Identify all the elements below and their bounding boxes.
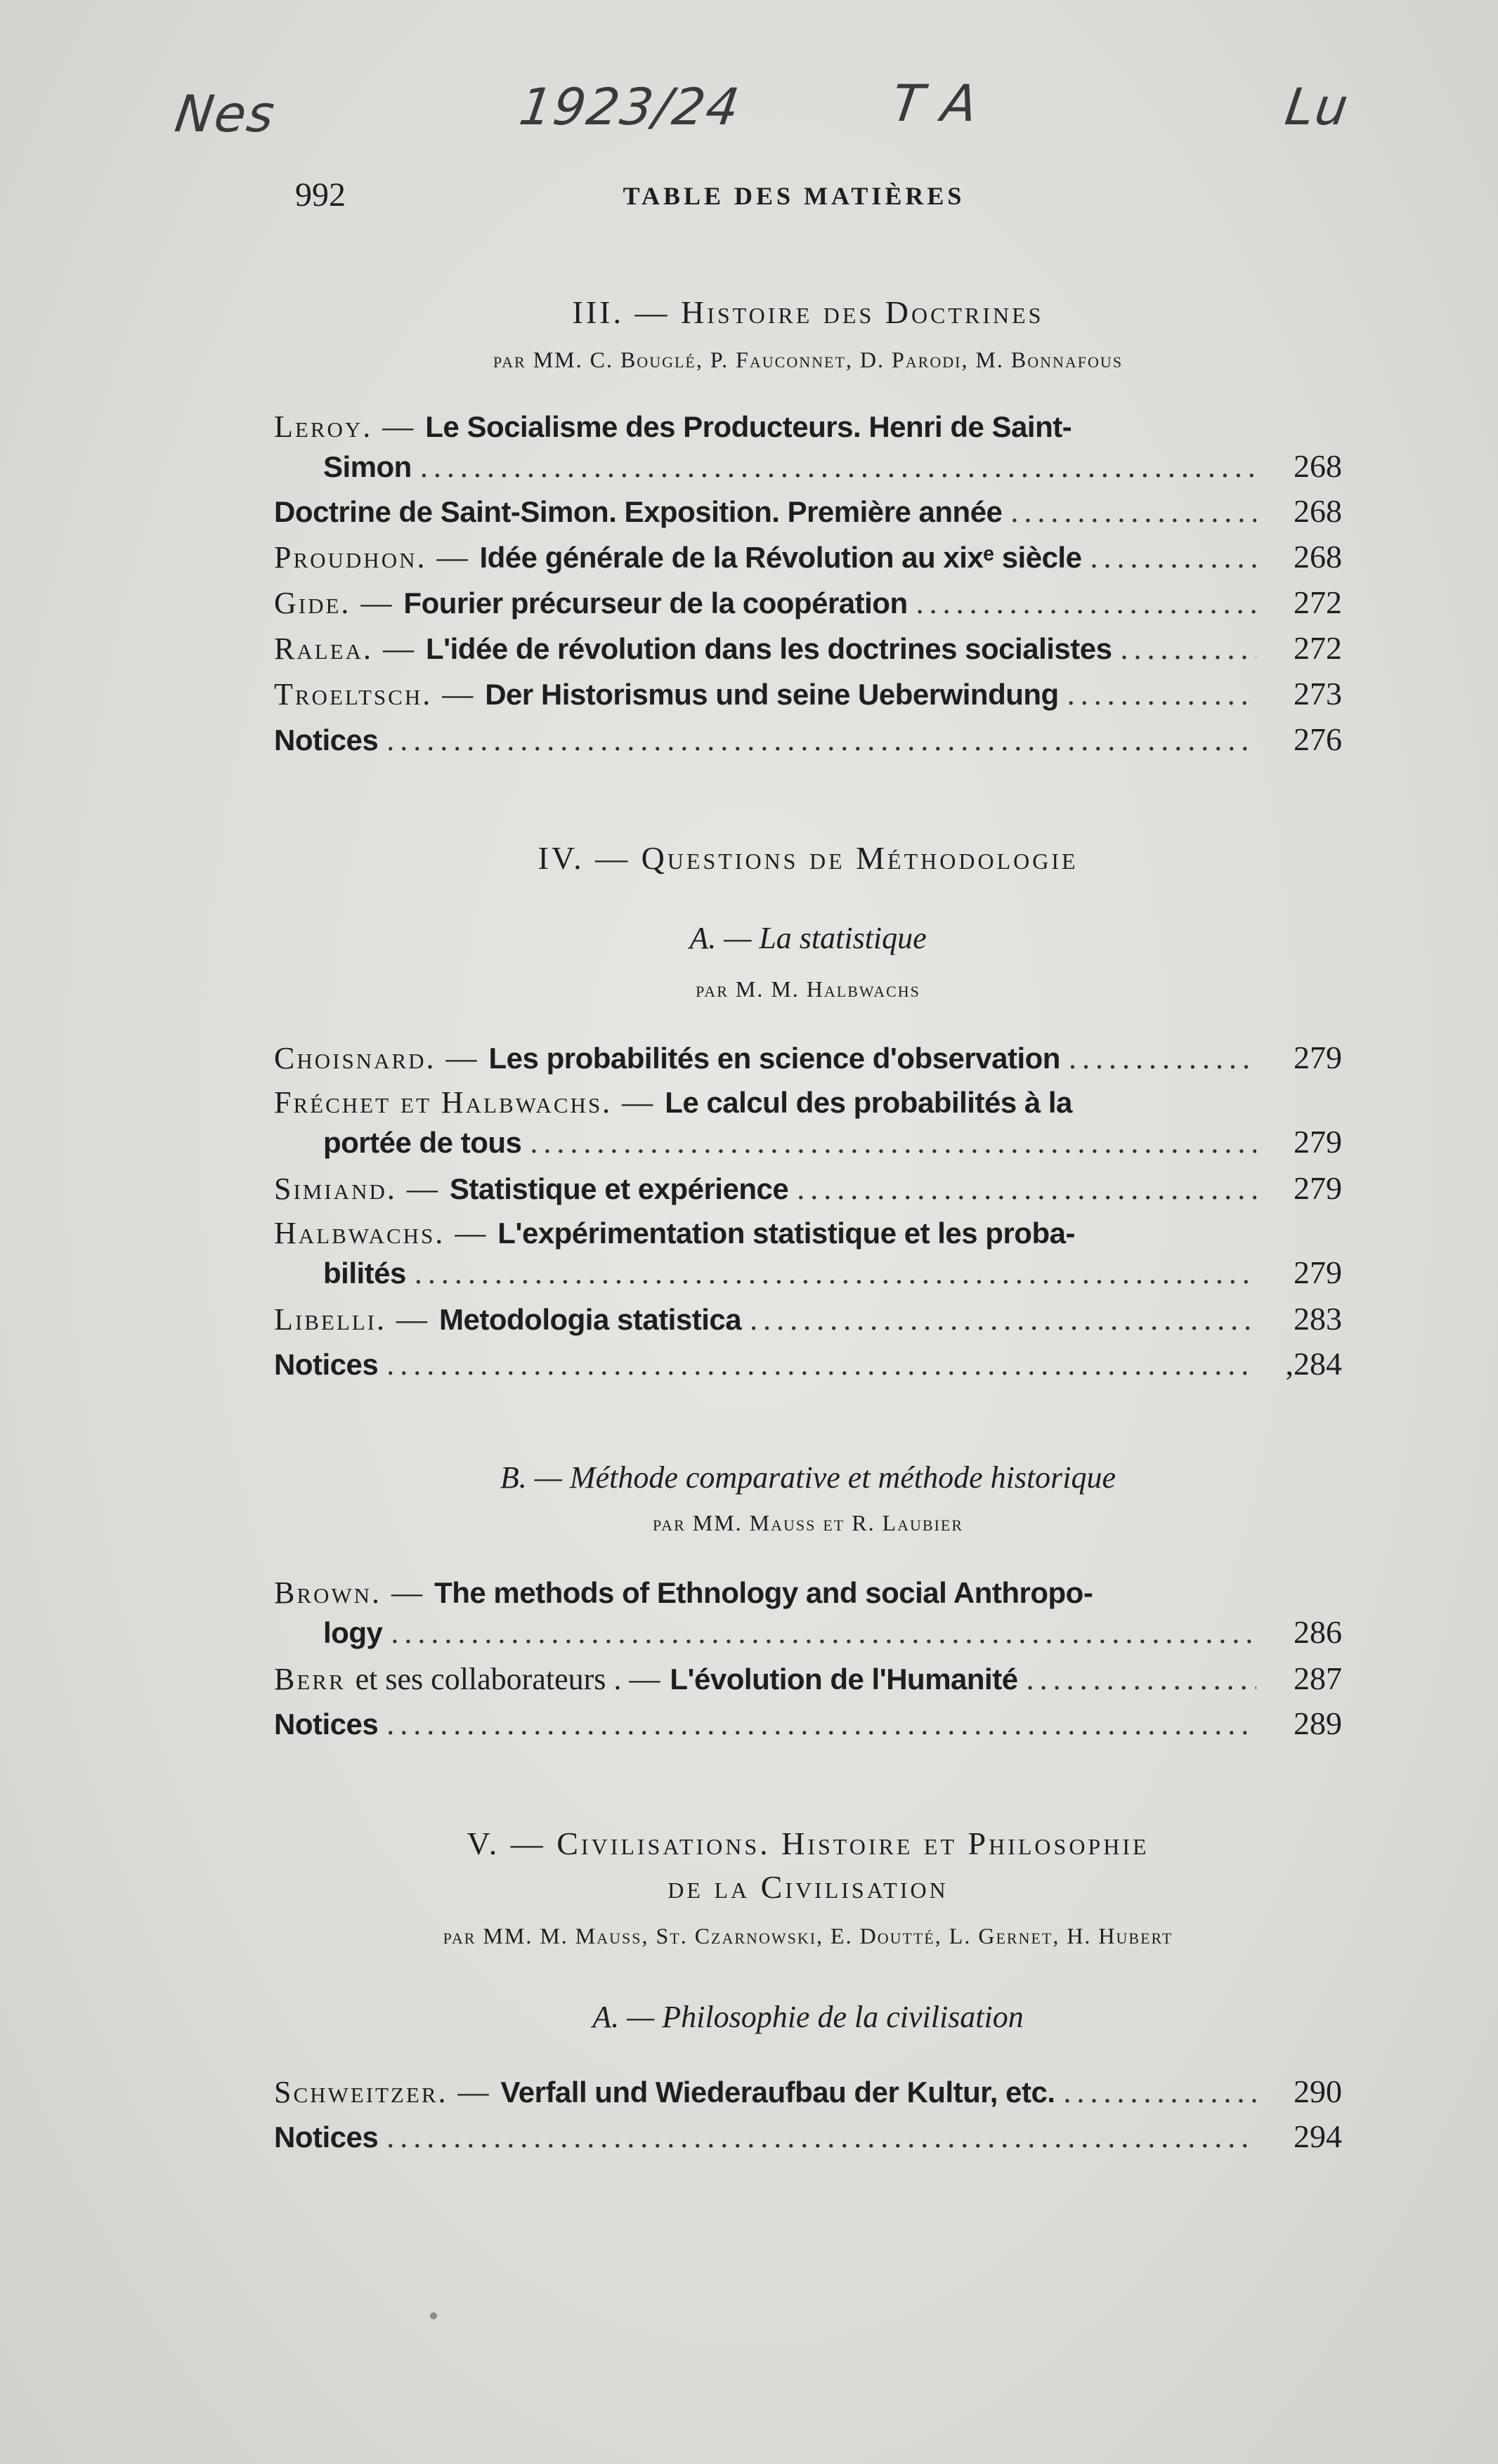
entry-title: Le Socialisme des Producteurs. Henri de Saint- [425, 410, 1072, 443]
dot-leader [391, 1613, 1256, 1653]
entry-page: 279 [1294, 1040, 1342, 1075]
toc-entry [274, 407, 1342, 487]
dot-leader [420, 447, 1256, 487]
entry-author: Troeltsch. — [274, 677, 476, 712]
entry-author: Gide. — [274, 586, 394, 620]
entry-author: Choisnard. — [274, 1041, 479, 1075]
entry-page: 283 [1294, 1301, 1342, 1337]
section-heading: V. — Civilisations. Histoire et Philosophie [467, 1826, 1149, 1861]
entry-title: L'expérimentation statistique et les proba- [497, 1217, 1075, 1250]
entry-page: 287 [1294, 1660, 1342, 1696]
ink-spot [430, 2312, 437, 2319]
entry-title: Notices [274, 2121, 379, 2154]
entry-page: 272 [1294, 584, 1342, 620]
dot-leader [386, 2118, 1256, 2157]
dot-leader [797, 1169, 1256, 1209]
dot-leader [530, 1123, 1256, 1162]
entry-author-note: et ses collaborateurs . — [355, 1662, 660, 1696]
entry-title-continued: portée de tous [323, 1126, 522, 1159]
entry-author: Halbwachs. — [274, 1216, 488, 1250]
entry-page: 268 [1294, 448, 1342, 484]
entry-title: Notices [274, 723, 379, 756]
entry-page: 290 [1294, 2073, 1342, 2109]
running-title: TABLE DES MATIÈRES [623, 182, 965, 210]
subsection-heading: A. — Philosophie de la civilisation [592, 2000, 1024, 2034]
entry-author: Proudhon. — [274, 540, 470, 575]
toc-entry [274, 1659, 1342, 1699]
toc-entry [274, 1573, 1342, 1653]
dot-leader [386, 721, 1256, 760]
dot-leader [750, 1300, 1256, 1339]
toc-entry [274, 2117, 1342, 2157]
entry-title: Verfall und Wiederaufbau der Kultur, etc. [500, 2076, 1055, 2109]
toc-entry [274, 1704, 1342, 1744]
handwritten-note-right: Lu [1282, 77, 1353, 136]
page-number: 992 [295, 176, 346, 214]
toc-entry [274, 2072, 1342, 2112]
entry-title: Statistique et expérience [449, 1172, 789, 1205]
handwritten-note-left: Nes [171, 84, 280, 143]
entry-page: 279 [1294, 1170, 1342, 1206]
handwritten-note-year: 1923/24 [516, 77, 745, 136]
toc-entry [274, 1299, 1342, 1339]
dot-leader [386, 1345, 1256, 1384]
subsection-contributors: par M. M. Halbwachs [696, 976, 920, 1002]
toc-entry [274, 674, 1342, 714]
entry-title: L'idée de révolution dans les doctrines socialistes [426, 632, 1112, 665]
toc-entry [274, 492, 1342, 532]
entry-page: 286 [1294, 1614, 1342, 1650]
dot-leader [386, 1705, 1256, 1744]
handwritten-note-mark: T A [888, 74, 983, 133]
entry-page: 289 [1294, 1705, 1342, 1741]
dot-leader [1090, 538, 1256, 577]
entry-page: 272 [1294, 630, 1342, 666]
dot-leader [1120, 629, 1256, 669]
dot-leader [916, 584, 1256, 623]
entry-page: 268 [1294, 539, 1342, 575]
dot-leader [1010, 492, 1256, 532]
entry-page: 279 [1294, 1254, 1342, 1290]
dot-leader [415, 1254, 1256, 1293]
subsection-contributors: par MM. Mauss et R. Laubier [652, 1510, 964, 1535]
entry-page: 279 [1294, 1124, 1342, 1160]
dot-leader [1069, 1039, 1256, 1078]
entry-title: Metodologia statistica [439, 1303, 742, 1336]
entry-author: Berr [274, 1662, 346, 1696]
subsection-heading: B. — Méthode comparative et méthode historique [500, 1460, 1116, 1495]
entry-title-continued: bilités [323, 1257, 406, 1290]
toc-entry [274, 1214, 1342, 1293]
section-contributors: par MM. C. Bouglé, P. Fauconnet, D. Parodi, M. Bonnafous [493, 347, 1124, 372]
subsection-heading: A. — La statistique [689, 921, 927, 955]
dot-leader [1067, 675, 1256, 714]
entry-title: Notices [274, 1348, 379, 1381]
dot-leader [1027, 1660, 1256, 1699]
entry-author: Schweitzer. — [274, 2075, 491, 2109]
toc-entry [274, 1344, 1342, 1384]
entry-title: Der Historismus und seine Ueberwindung [485, 678, 1059, 711]
entry-author: Brown. — [274, 1575, 425, 1610]
entry-page: 273 [1294, 676, 1342, 712]
toc-entry [274, 1169, 1342, 1209]
entry-page: 268 [1294, 493, 1342, 529]
toc-entry [274, 1038, 1342, 1078]
entry-title: L'évolution de l'Humanité [670, 1663, 1018, 1696]
section-heading-continued: de la Civilisation [667, 1869, 949, 1905]
entry-page: 294 [1294, 2118, 1342, 2154]
entry-page: 276 [1294, 721, 1342, 757]
section-heading: IV. — Questions de Méthodologie [538, 840, 1079, 876]
entry-author: Fréchet et Halbwachs. — [274, 1085, 656, 1120]
entry-author: Libelli. — [274, 1302, 430, 1337]
toc-entry [274, 583, 1342, 623]
entry-author: Leroy. — [274, 409, 416, 444]
entry-title: Notices [274, 1708, 379, 1741]
toc-entry [274, 629, 1342, 669]
entry-author: Ralea. — [274, 631, 416, 666]
toc-entry [274, 537, 1342, 577]
section-heading: III. — Histoire des Doctrines [572, 294, 1044, 330]
entry-title: Doctrine de Saint-Simon. Exposition. Première année [274, 495, 1003, 528]
entry-author: Simiand. — [274, 1172, 440, 1206]
entry-title: The methods of Ethnology and social Anthropo- [434, 1576, 1093, 1609]
dot-leader [1064, 2073, 1257, 2112]
entry-title: Idée générale de la Révolution au xixᵉ siècle [479, 541, 1082, 574]
entry-title: Fourier précurseur de la coopération [403, 586, 908, 620]
entry-title: Les probabilités en science d'observation [488, 1042, 1060, 1075]
entry-title-continued: Simon [323, 450, 412, 483]
entry-page: ,284 [1285, 1346, 1342, 1382]
section-contributors: par MM. M. Mauss, St. Czarnowski, E. Doutté, L. Gernet, H. Hubert [443, 1923, 1173, 1948]
toc-entry [274, 720, 1342, 760]
entry-title: Le calcul des probabilités à la [665, 1086, 1072, 1119]
entry-title-continued: logy [323, 1616, 383, 1649]
toc-entry [274, 1083, 1342, 1162]
